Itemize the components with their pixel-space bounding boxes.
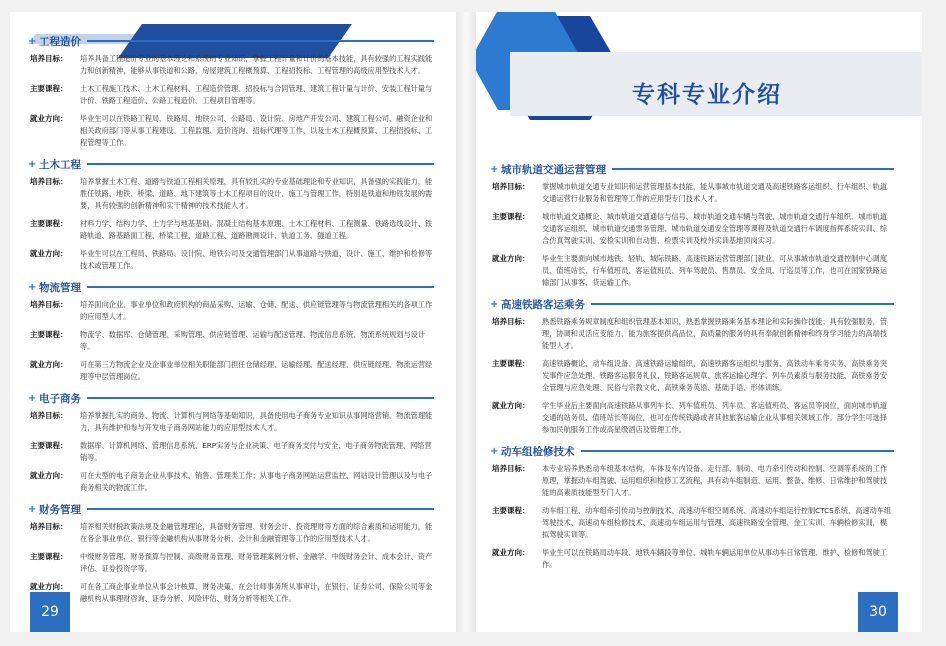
- career-row: [490, 253, 894, 289]
- left-page: [10, 12, 456, 632]
- section-logistics: [28, 278, 434, 383]
- goal-row: [28, 410, 434, 434]
- section-divider: [581, 450, 895, 452]
- section-civil-engineering: [28, 155, 434, 272]
- goal-row: [490, 181, 894, 205]
- career-text: 学生毕业后主要面向高速铁路从事列车长、列车值班员、列车员、客运值班员、客运员等岗位，面向城市轨道交通的站务员、值班站长等岗位，也可在传统铁路或者其他旅客运输企业从事相关领域工作。部分学生可选择参加民航服务工作或高星级酒店及管理工作。: [542, 401, 888, 434]
- courses-row: [490, 358, 894, 394]
- plus-icon: +: [28, 158, 37, 170]
- page-number-right: 30: [858, 592, 898, 632]
- goal-row: [490, 463, 894, 499]
- section-header: [490, 160, 894, 178]
- courses-text: 数据库、计算机网络、管理信息系统、ERP实务与企业决策、电子商务支付与安全、电子商务物流管理、网络营销等。: [80, 441, 432, 462]
- page-gutter: [456, 12, 476, 632]
- section-divider: [87, 40, 434, 42]
- goal-row: [490, 316, 894, 352]
- courses-text: 物流学、数据库、仓储管理、采购管理、供应链管理、运输与配送管理、物流信息系统、物流系统规划与设计等。: [80, 330, 426, 351]
- goal-text: 培养具备工程造价专业的基本理论和系统的专业知识，掌握工程计量和计价的基本技能，具有较强的工程实践能力和创新精神，能够从事铁道和公路，房屋建筑工程概预算、工程招投标、工程管理的高级应用型技术人才。: [80, 54, 433, 75]
- career-text: 毕业生可以在铁路局动车段、地铁车辆段等单位、城轨车辆运用单位从事动车日常管理、维护、检修和驾驶工作。: [542, 548, 888, 569]
- courses-row: [28, 329, 434, 353]
- career-text: 可在第三方物流企业及企事业单位相关职能部门担任仓储经理、运输经理、配送经理、供应链经理、物流运营经理等中层管理岗位。: [80, 360, 433, 381]
- courses-label: 主要课程：: [30, 552, 68, 561]
- page-title: 专科专业介绍: [632, 82, 782, 108]
- career-text: 毕业生可以在铁路工程局、铁路局、地铁公司、公路局、设计院、房地产开发公司、建筑工程公司、融资企业和相关政府部门等从事工程建设、工程监理、造价咨询、招标代理等工作，以及土木工程概预算、工程招投标、工程管理等工作。: [80, 114, 433, 147]
- career-label: 就业方向：: [30, 114, 68, 123]
- section-header: [28, 155, 434, 173]
- courses-text: 土木工程施工技术、土木工程材料、工程造价管理、招投标与合同管理、建筑工程计量与计价、安装工程计量与计价、铁路工程造价、公路工程造价、工程项目管理等。: [80, 84, 433, 105]
- section-divider: [591, 303, 894, 305]
- goal-row: [28, 521, 434, 545]
- right-page: [476, 12, 922, 632]
- goal-label: 培养目标：: [492, 317, 530, 326]
- section-engineering-cost: [28, 32, 434, 149]
- plus-icon: +: [28, 392, 37, 404]
- career-label: 就业方向：: [30, 471, 68, 480]
- goal-text: 培养掌握扎实的商务、物流、计算机与网络等基础知识，具备使用电子商务专业知识从事网络营销、物流管理能力，具有维护和参与开发电子商务网站能力的应用型技术人才。: [80, 411, 433, 432]
- courses-label: 主要课程：: [30, 441, 68, 450]
- plus-icon: +: [28, 35, 37, 47]
- courses-text: 材料力学、结构力学、土力学与地基基础、混凝土结构基本原理、土木工程材料、工程测量、铁路选线设计、铁路轨道、路基路面工程、桥梁工程、道路工程、道路勘测设计、轨道工务、隧道工程。: [80, 219, 433, 240]
- section-high-speed-rail-crew: [490, 295, 894, 436]
- career-label: 就业方向：: [30, 582, 68, 591]
- career-text: 可在大型的电子商务企业从事技术、销售、管理类工作；从事电子商务网站运营监控、网站设计管理以及与电子商务相关的物流工作。: [80, 471, 433, 492]
- courses-row: [490, 211, 894, 247]
- section-header: [490, 442, 894, 460]
- section-financial-management: [28, 500, 434, 605]
- section-ecommerce: [28, 389, 434, 494]
- goal-text: 培养相关财税政策法规及金融管理理论，具备财务管理、财务会计、投资理财等方面的综合素质和运用能力，能在各企事业单位、银行等金融机构从事财务分析，会计和金融管理等工作的应用型技术人才。: [80, 522, 433, 543]
- courses-label: 主要课程：: [30, 219, 68, 228]
- section-title: 动车组检修技术: [501, 445, 575, 458]
- section-header: [490, 295, 894, 313]
- courses-label: 主要课程：: [492, 506, 530, 515]
- section-title: 电子商务: [39, 392, 81, 405]
- section-divider: [612, 168, 894, 170]
- section-emu-maintenance: [490, 442, 894, 571]
- plus-icon: +: [490, 445, 499, 457]
- career-label: 就业方向：: [492, 254, 530, 263]
- career-text: 毕业生可以在工程局、铁路局、设计院、地铁公司及交通管理部门从事道路与铁道、设计、施工、维护和检修等技术或管理工作。: [80, 249, 433, 270]
- plus-icon: +: [490, 163, 499, 175]
- courses-text: 中级财务管理、财务预算与控制、高级财务管理、财务管理案例分析、金融学、中级财务会计、成本会计、资产评估、证券投资学等。: [80, 552, 433, 573]
- courses-text: 城市轨道交通概论、城市轨道交通通信与信号、城市轨道交通车辆与驾驶、城市轨道交通行车组织、城市轨道交通客运组织、城市轨道交通票务管理、城市轨道交通安全管理等课程及轨道交通行车调度指挥系统实训、综合仿真驾驶实训、安检实训和自动售、检票实训及校外实训基地顶岗实习。: [542, 212, 888, 245]
- courses-row: [28, 83, 434, 107]
- goal-label: 培养目标：: [30, 300, 68, 309]
- career-label: 就业方向：: [30, 360, 68, 369]
- goal-text: 本专业培养熟悉动车组基本结构，车体及车内设备、走行部、制动、电力牵引传动和控制、空调等系统的工作原理，掌握动车组驾驶、运用组织和检修工艺流程，具有动车组制造、运用、整备、维修、日常维护和驾驶技能的高素质技能型专门人才。: [542, 464, 888, 497]
- plus-icon: +: [490, 298, 499, 310]
- career-row: [490, 400, 894, 436]
- section-urban-rail-operation: [490, 160, 894, 289]
- goal-label: 培养目标：: [30, 177, 68, 186]
- goal-label: 培养目标：: [30, 522, 68, 531]
- goal-row: [28, 299, 434, 323]
- page-number-left: 29: [30, 592, 70, 632]
- courses-label: 主要课程：: [30, 84, 68, 93]
- career-text: 毕业生主要面向城市地铁、轻轨、城际铁路、高速铁路运营管理部门就业，可从事城市轨道交通控制中心调度员、值班站长、行车值班员、客运值班员、列车驾驶员、售票员、安全员、厅巡员等工作，也可在国家铁路运输部门从事客、货运输工作。: [542, 254, 888, 287]
- courses-label: 主要课程：: [492, 359, 530, 368]
- career-row: [28, 113, 434, 149]
- goal-label: 培养目标：: [30, 411, 68, 420]
- goal-text: 培养掌握土木工程、道路与铁道工程相关原理，具有较扎实的专业基础理论和专业知识，具备强的实践能力，能胜任铁路、地铁、桥梁、道路、地下建筑等土木工程项目的设计、施工与管理工作，特别是铁道和地铁发展的需要，具有较强的创新精神和实干精神的技术技能人才。: [80, 177, 433, 210]
- career-label: 就业方向：: [492, 401, 530, 410]
- courses-label: 主要课程：: [492, 212, 530, 221]
- right-content: [490, 160, 894, 577]
- goal-text: 熟悉铁路乘务规章制度和组织管理基本知识，熟悉掌握铁路乘务基本理论和实际操作技能；具有较强服务，管理，协调和灵活应变能力，能为旅客提供高品位、高质量的服务的具有奉献创新精神和终身学习能力的高端技能型人才。: [542, 317, 888, 350]
- section-title: 财务管理: [39, 503, 81, 516]
- courses-text: 动车组工程、动车组牵引传动与控制技术、高速动车组空调系统、高速动车组运行控制CTCS系统、高速动车组驾驶技术、高速动车组检修技术、高速动车组运用与管理、高速铁路安全管理、金工实训、车辆检修实训，模拟驾驶实训等。: [542, 506, 892, 539]
- section-title: 高速铁路客运乘务: [501, 298, 585, 311]
- section-divider: [87, 397, 434, 399]
- section-header: [28, 500, 434, 518]
- goal-label: 培养目标：: [492, 182, 530, 191]
- courses-row: [28, 218, 434, 242]
- career-text: 可在各工商企事业单位从事会计核算、财务决策，在会计师事务所从事审计，在银行、证券公司、保险公司等金融机构从事理财咨询、证券分析、风险评估、财务分析等相关工作。: [80, 582, 433, 603]
- courses-label: 主要课程：: [30, 330, 68, 339]
- section-divider: [87, 163, 434, 165]
- section-header: [28, 389, 434, 407]
- career-label: 就业方向：: [492, 548, 530, 557]
- goal-label: 培养目标：: [492, 464, 530, 473]
- section-title: 土木工程: [39, 158, 81, 171]
- goal-row: [28, 53, 434, 77]
- left-content: [28, 32, 434, 611]
- career-row: [28, 359, 434, 383]
- courses-text: 高速铁路概论、动车组设备、高速铁路运输组织、高速铁路客运组织与服务、高铁动车乘务实务、高铁乘务突发事件应急处理、铁路客运服务礼仪、铁路客运规章、旅客运输心理学、列车员素质与服务技能、高铁乘务安全管理与应急处理、民俗与宗教文化、高铁乘务英语、基础手语、形体训练。: [542, 359, 888, 392]
- career-row: [28, 470, 434, 494]
- plus-icon: +: [28, 281, 37, 293]
- section-title: 工程造价: [39, 35, 81, 48]
- plus-icon: +: [28, 503, 37, 515]
- section-title: 物流管理: [39, 281, 81, 294]
- courses-row: [490, 505, 894, 541]
- career-row: [490, 547, 894, 571]
- career-label: 就业方向：: [30, 249, 68, 258]
- goal-label: 培养目标：: [30, 54, 68, 63]
- goal-text: 培养面向企业、事业单位和政府机构的商品采购、运输、仓储、配送、供应链管理等与物流管理相关的各项工作的应用型人才。: [80, 300, 433, 321]
- goal-row: [28, 176, 434, 212]
- career-row: [28, 248, 434, 272]
- section-header: [28, 278, 434, 296]
- section-title: 城市轨道交通运营管理: [501, 163, 606, 176]
- career-row: [28, 581, 434, 605]
- section-divider: [87, 508, 434, 510]
- section-header: [28, 32, 434, 50]
- courses-row: [28, 440, 434, 464]
- goal-text: 掌握城市轨道交通专业知识和运营管理基本技能，能从事城市轨道交通及高速铁路客运组织、行车组织、轨道交通运营行业服务和管理等工作的应用型专门技术人才。: [542, 182, 888, 203]
- section-divider: [87, 286, 434, 288]
- courses-row: [28, 551, 434, 575]
